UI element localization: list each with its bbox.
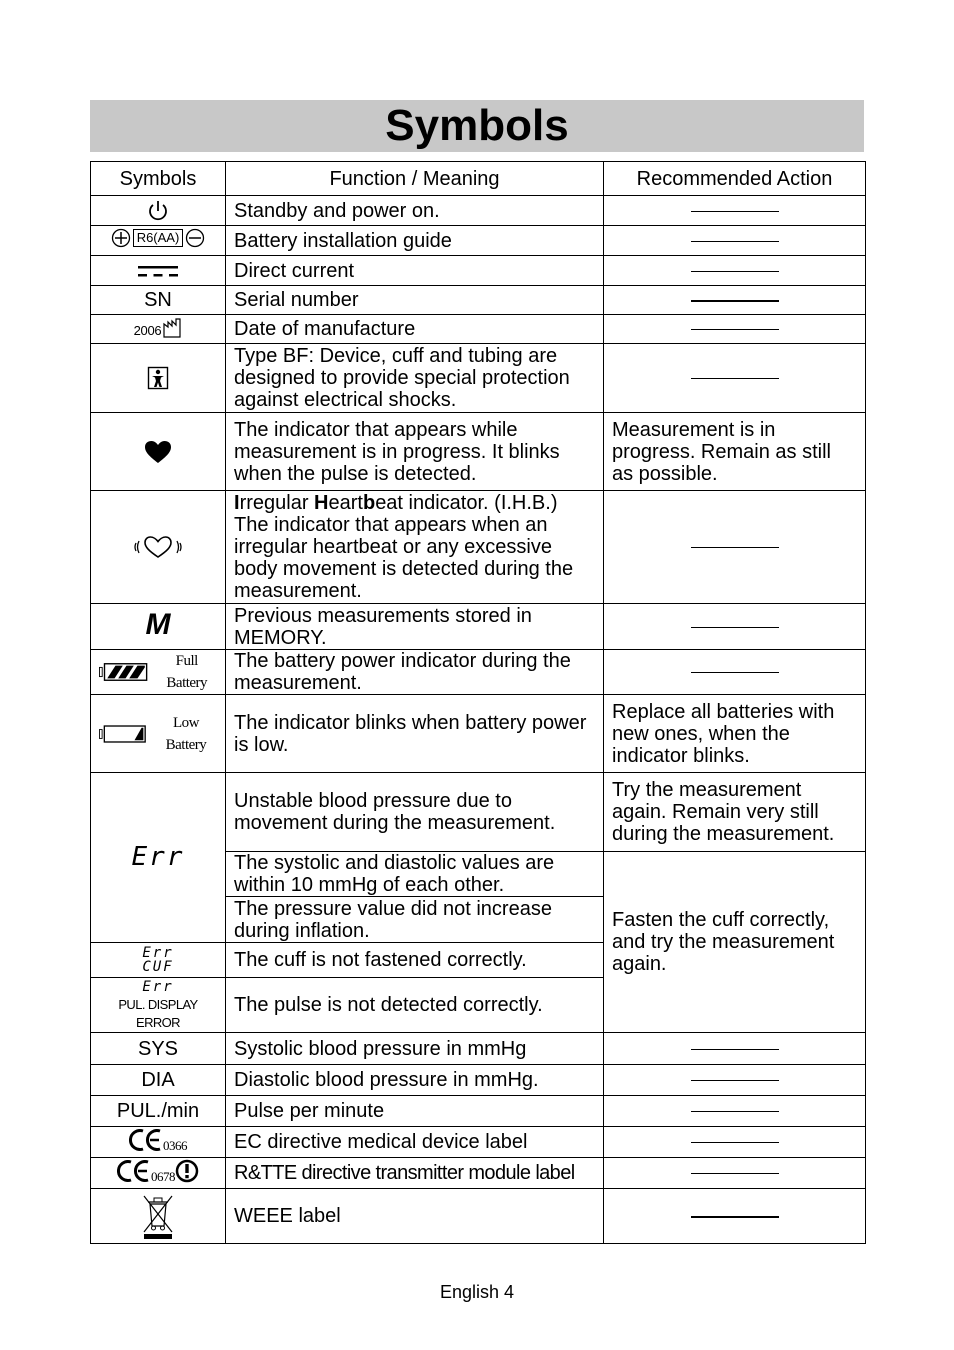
table-row (91, 1189, 866, 1244)
meaning-cell: The indicator that appears while measurement is in progress. It blinks when the pulse is detected. (226, 413, 604, 491)
dash-line (691, 627, 779, 628)
action-cell (604, 1127, 866, 1158)
table-row (91, 1127, 866, 1158)
meaning-cell: Type BF: Device, cuff and tubing are designed to provide special protection against electrical shocks. (226, 344, 604, 413)
action-cell (604, 604, 866, 650)
dash-line (691, 211, 779, 212)
alert-class2-icon (175, 1159, 199, 1183)
meaning-cell: The pressure value did not increase during inflation. (226, 897, 604, 943)
dia-symbol: DIA (141, 1069, 175, 1091)
table-header-row (91, 162, 866, 196)
meaning-cell: Unstable blood pressure due to movement during the measurement. (226, 773, 604, 852)
weee-crossed-bin-icon (141, 1192, 175, 1240)
err-symbol: Err (131, 841, 185, 872)
meaning-cell: WEEE label (226, 1189, 604, 1244)
symbol-cell (91, 978, 226, 1033)
symbol-cell (91, 1189, 226, 1244)
dash-line (691, 1049, 779, 1050)
dash-line (691, 1142, 779, 1143)
err-pul-symbol: Err PUL. DISPLAY ERROR (118, 979, 198, 1030)
meaning-cell: Date of manufacture (226, 315, 604, 344)
power-icon (147, 199, 169, 223)
full-battery-symbol (99, 650, 217, 694)
action-cell (604, 1158, 866, 1189)
manufacture-year: 2006 (133, 323, 162, 338)
manufacture-date-symbol (134, 318, 183, 338)
meaning-cell: Diastolic blood pressure in mmHg. (226, 1065, 604, 1096)
symbol-cell (91, 943, 226, 978)
dash-line (691, 378, 779, 379)
heart-icon (144, 440, 172, 464)
table-row (91, 695, 866, 773)
symbol-cell (91, 491, 226, 604)
dash-line (691, 329, 779, 330)
symbol-cell (91, 286, 226, 315)
symbol-cell (91, 196, 226, 226)
battery-guide-icon (111, 228, 206, 248)
symbol-cell (91, 1127, 226, 1158)
table-row (91, 1033, 866, 1065)
ce-number: 0678 (151, 1168, 175, 1184)
symbol-cell (91, 695, 226, 773)
page-title: Symbols (385, 101, 569, 150)
table-row (91, 226, 866, 256)
meaning-cell: Standby and power on. (226, 196, 604, 226)
table-row (91, 315, 866, 344)
symbol-cell (91, 256, 226, 286)
action-cell (604, 650, 866, 695)
action-cell (604, 344, 866, 413)
table-row (91, 413, 866, 491)
table-row (91, 256, 866, 286)
meaning-cell: The battery power indicator during the measurement. (226, 650, 604, 695)
meaning-cell: The systolic and diastolic values are within 10 mmHg of each other. (226, 852, 604, 897)
dash-line (691, 672, 779, 673)
memory-icon: M (145, 608, 171, 641)
symbol-cell (91, 315, 226, 344)
action-cell (604, 196, 866, 226)
meaning-cell: Pulse per minute (226, 1096, 604, 1127)
symbol-cell (91, 226, 226, 256)
table-row (91, 344, 866, 413)
ce-number: 0366 (163, 1137, 187, 1153)
meaning-cell: Direct current (226, 256, 604, 286)
symbol-cell (91, 650, 226, 695)
dash-line (691, 241, 779, 242)
meaning-cell: Systolic blood pressure in mmHg (226, 1033, 604, 1065)
low-battery-symbol (99, 712, 217, 756)
action-cell (604, 226, 866, 256)
direct-current-icon (136, 263, 180, 279)
symbol-cell (91, 1033, 226, 1065)
minus-icon (185, 228, 205, 248)
ihb-title: Irregular Heartbeat indicator. (I.H.B.) (234, 492, 558, 514)
meaning-cell: The indicator blinks when battery power is low. (226, 695, 604, 773)
low-battery-icon (99, 723, 147, 745)
action-cell (604, 1065, 866, 1096)
meaning-cell: The pulse is not detected correctly. (226, 978, 604, 1033)
low-battery-label: Low Battery (165, 714, 207, 753)
meaning-cell: Previous measurements stored in MEMORY. (226, 604, 604, 650)
plus-icon (111, 228, 131, 248)
symbol-cell (91, 413, 226, 491)
symbols-table (90, 161, 866, 1244)
dash-line (691, 271, 779, 272)
ihb-description: The indicator that appears when an irregular heartbeat or any excessive body movement is detected during the measurement. (234, 514, 574, 602)
dash-line (691, 547, 779, 548)
action-cell (604, 315, 866, 344)
action-cell: Try the measurement again. Remain very still during the measurement. (604, 773, 866, 852)
dash-line (691, 1080, 779, 1081)
ce-mark-icon (129, 1128, 163, 1152)
sys-symbol: SYS (137, 1037, 179, 1060)
action-cell (604, 1189, 866, 1244)
meaning-cell: The cuff is not fastened correctly. (226, 943, 604, 978)
dash-line (691, 1216, 779, 1218)
meaning-cell: EC directive medical device label (226, 1127, 604, 1158)
action-cell (604, 1096, 866, 1127)
table-row (91, 1065, 866, 1096)
table-row (91, 604, 866, 650)
full-battery-icon (99, 661, 148, 683)
symbol-cell (91, 1158, 226, 1189)
header-symbols: Symbols (91, 162, 226, 196)
action-cell: Measurement is in progress. Remain as still as possible. (604, 413, 866, 491)
symbol-cell (91, 604, 226, 650)
table-row (91, 650, 866, 695)
meaning-cell: Serial number (226, 286, 604, 315)
table-row (91, 491, 866, 604)
irregular-heartbeat-icon (133, 534, 183, 560)
action-cell (604, 286, 866, 315)
ce-mark-icon (117, 1159, 151, 1183)
meaning-cell: Battery installation guide (226, 226, 604, 256)
meaning-cell (226, 491, 604, 604)
table-row (91, 773, 866, 852)
pul-symbol: PUL./min (116, 1100, 200, 1122)
type-bf-icon (147, 366, 169, 390)
ce-mark-symbol (129, 1128, 187, 1152)
title-bar (90, 100, 864, 152)
header-action: Recommended Action (604, 162, 866, 196)
meaning-cell: R&TTE directive transmitter module label (226, 1158, 604, 1189)
action-cell: Fasten the cuff correctly, and try the measurement again. (604, 852, 866, 1033)
page-footer: English 4 (439, 1282, 515, 1302)
action-cell (604, 1033, 866, 1065)
symbol-cell (91, 773, 226, 943)
action-cell: Replace all batteries with new ones, when the indicator blinks. (604, 695, 866, 773)
full-battery-label: Full Battery (166, 653, 208, 691)
factory-icon (162, 318, 182, 338)
table-row (91, 196, 866, 226)
serial-number-symbol: SN (144, 289, 172, 311)
dash-line (691, 1173, 779, 1174)
dash-line (691, 300, 779, 302)
header-function: Function / Meaning (226, 162, 604, 196)
symbol-cell (91, 1096, 226, 1127)
symbol-cell (91, 1065, 226, 1096)
table-row (91, 1096, 866, 1127)
ce-rtte-symbol (117, 1159, 199, 1183)
battery-size-label: R6(AA) (133, 229, 184, 247)
action-cell (604, 256, 866, 286)
table-row (91, 1158, 866, 1189)
err-cuf-symbol: Err CUF (142, 945, 174, 975)
table-row (91, 286, 866, 315)
dash-line (691, 1111, 779, 1112)
symbol-cell (91, 344, 226, 413)
action-cell (604, 491, 866, 604)
